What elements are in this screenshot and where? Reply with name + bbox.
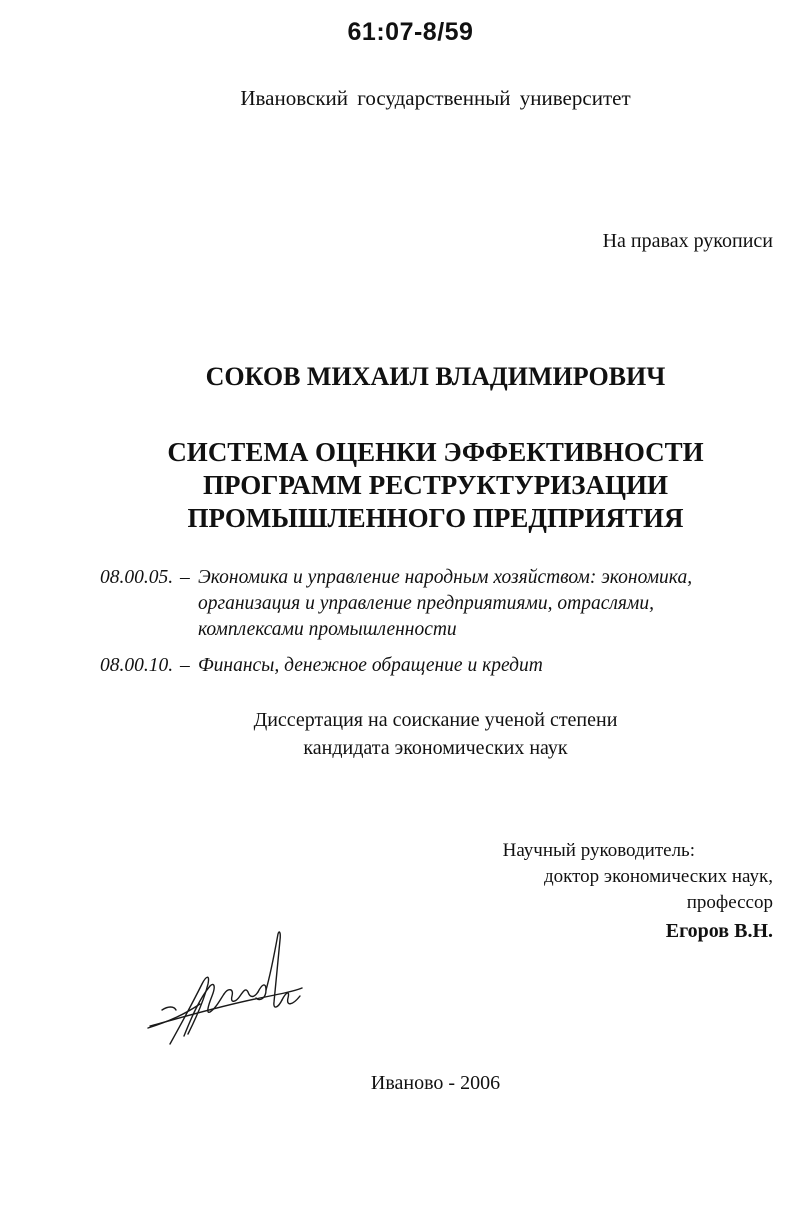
specialty-line: Финансы, денежное обращение и кредит — [198, 655, 543, 676]
title-line: СИСТЕМА ОЦЕНКИ ЭФФЕКТИВНОСТИ — [167, 437, 704, 467]
supervisor-degree: доктор экономических наук, — [543, 866, 773, 887]
degree-line: кандидата экономических наук — [303, 737, 568, 759]
supervisor-name: Егоров В.Н. — [665, 920, 773, 942]
specialty-line: комплексами промышленности — [198, 619, 457, 640]
manuscript-note: На правах рукописи — [602, 230, 773, 252]
city-year: Иваново - 2006 — [370, 1072, 501, 1094]
specialty-code: 08.00.10. — [100, 655, 174, 676]
specialty-code: 08.00.05. — [100, 567, 174, 588]
dissertation-title — [0, 436, 799, 535]
supervisor-rank: профессор — [686, 892, 773, 913]
university-name: Ивановский государственный университет — [240, 86, 631, 110]
specialty-dash: – — [180, 567, 190, 588]
author-name: СОКОВ МИХАИЛ ВЛАДИМИРОВИЧ — [205, 362, 666, 391]
title-line: ПРОМЫШЛЕННОГО ПРЕДПРИЯТИЯ — [187, 503, 684, 533]
title-line: ПРОГРАММ РЕСТРУКТУРИЗАЦИИ — [202, 470, 669, 500]
specialty-description — [198, 653, 543, 679]
degree-line: Диссертация на соискание ученой степени — [253, 709, 618, 731]
specialty-entry — [100, 565, 720, 645]
specialty-line: Экономика и управление народным хозяйством: экономика, — [198, 567, 693, 588]
specialty-dash: – — [180, 655, 190, 676]
specialty-description — [198, 565, 692, 643]
handwritten-signature — [140, 926, 310, 1051]
supervisor-label: Научный руководитель: — [502, 840, 695, 861]
archive-stamp-code: 61:07-8/59 — [347, 18, 474, 46]
specialty-line: организация и управление предприятиями, отраслями, — [198, 593, 654, 614]
specialty-entry — [100, 653, 720, 681]
supervisor-block — [503, 838, 773, 944]
degree-statement — [0, 706, 799, 762]
